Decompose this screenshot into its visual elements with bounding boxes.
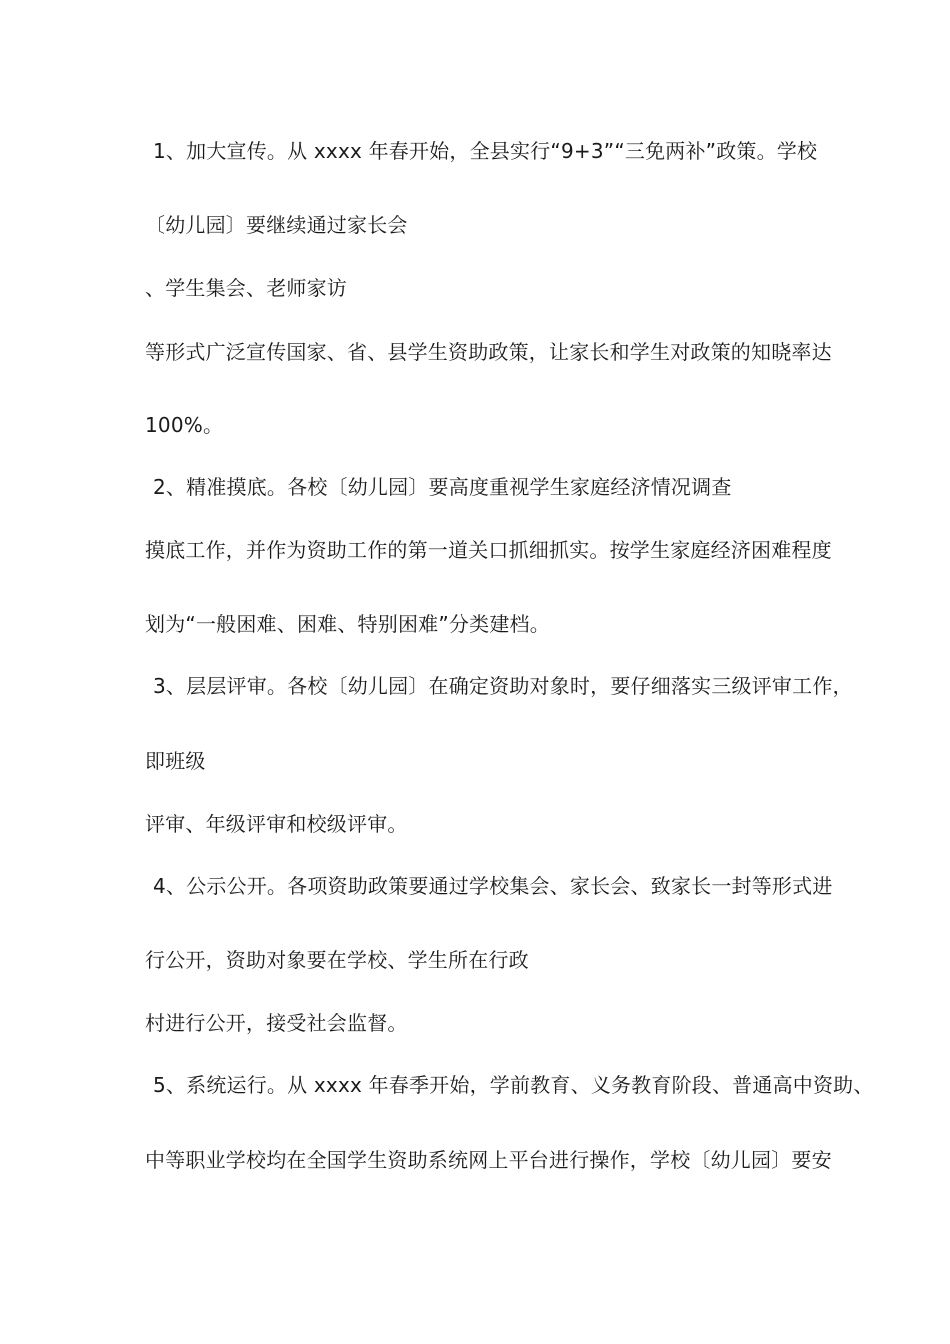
paragraph-3-line-3: 评审、年级评审和校级评审。 — [145, 812, 408, 836]
paragraph-5-line-2: 中等职业学校均在全国学生资助系统网上平台进行操作，学校〔幼儿园〕要安 — [145, 1148, 832, 1172]
paragraph-5-line-1: 5、系统运行。从 xxxx 年春季开始，学前教育、义务教育阶段、普通高中资助、 — [153, 1073, 874, 1097]
paragraph-4-line-3: 村进行公开，接受社会监督。 — [145, 1011, 408, 1035]
paragraph-1-line-5: 100%。 — [145, 413, 224, 437]
paragraph-4-line-2: 行公开，资助对象要在学校、学生所在行政 — [145, 948, 529, 972]
paragraph-2-line-1: 2、精准摸底。各校〔幼儿园〕要高度重视学生家庭经济情况调查 — [153, 475, 732, 499]
paragraph-1-line-1: 1、加大宣传。从 xxxx 年春开始，全县实行“9+3”“三免两补”政策。学校 — [153, 139, 818, 163]
paragraph-3-line-1: 3、层层评审。各校〔幼儿园〕在确定资助对象时，要仔细落实三级评审工作， — [153, 674, 853, 698]
paragraph-1-line-3: 、学生集会、老师家访 — [145, 276, 347, 300]
paragraph-1-line-4: 等形式广泛宣传国家、省、县学生资助政策，让家长和学生对政策的知晓率达 — [145, 340, 832, 364]
paragraph-2-line-3: 划为“一般困难、困难、特别困难”分类建档。 — [145, 612, 550, 636]
paragraph-2-line-2: 摸底工作，并作为资助工作的第一道关口抓细抓实。按学生家庭经济困难程度 — [145, 538, 832, 562]
paragraph-4-line-1: 4、公示公开。各项资助政策要通过学校集会、家长会、致家长一封等形式进 — [153, 874, 833, 898]
paragraph-3-line-2: 即班级 — [145, 749, 206, 773]
paragraph-1-line-2: 〔幼儿园〕要继续通过家长会 — [145, 213, 408, 237]
